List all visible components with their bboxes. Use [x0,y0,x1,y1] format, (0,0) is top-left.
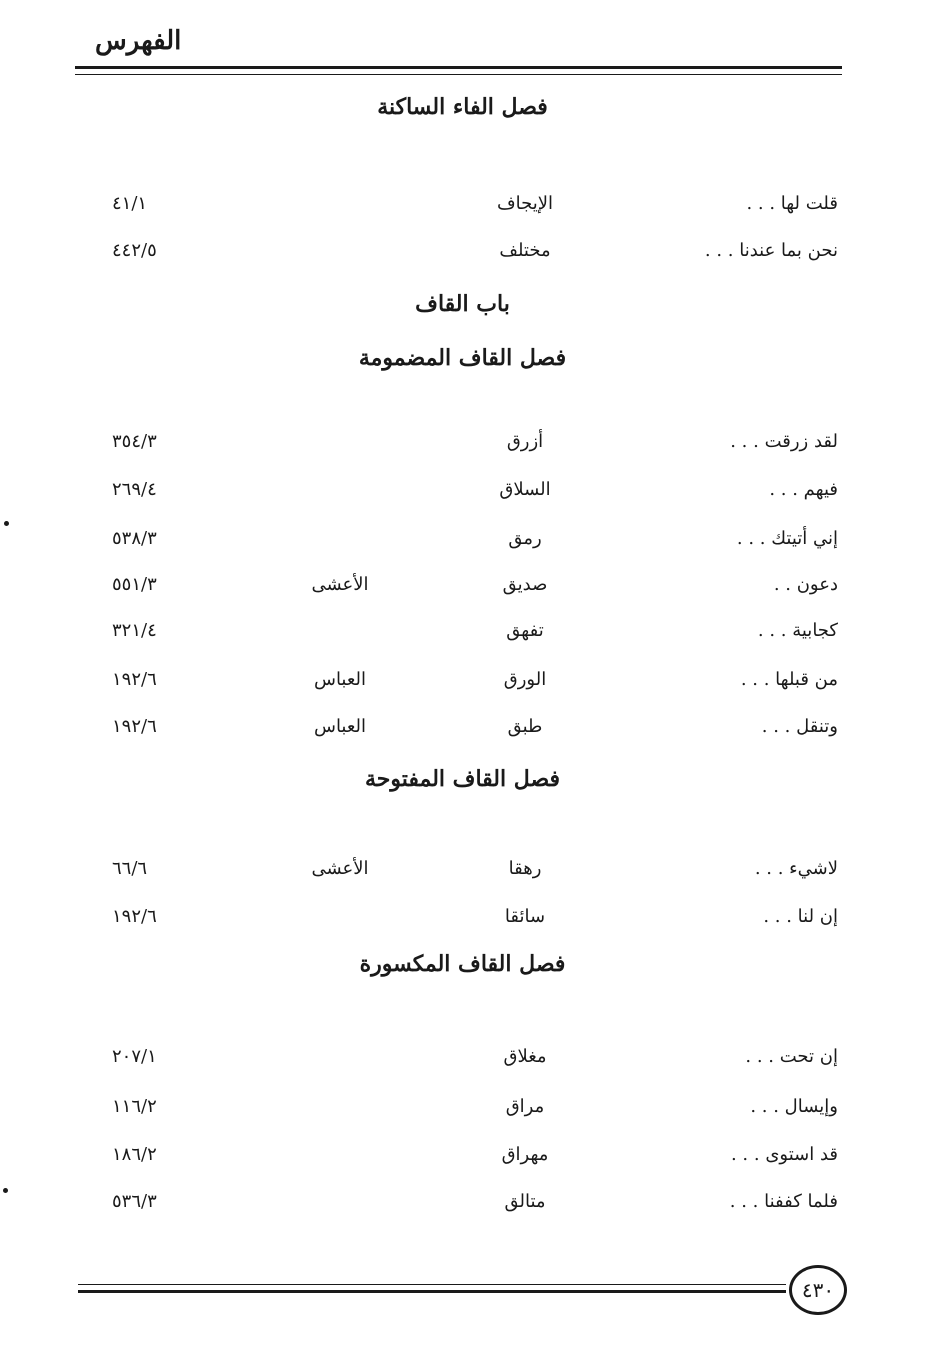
reference: ٣٥٤/٣ [112,431,157,452]
index-row [0,1191,925,1221]
first-words: إني أتيتك . . . [736,528,838,549]
reference: ١٩٢/٦ [112,716,157,737]
rhyme-word: مغلاق [503,1046,547,1067]
poet-name: العباس [313,716,367,737]
first-words: من قبلها . . . [740,669,838,690]
first-words: دعون . . [773,574,838,595]
reference: ٥٣٦/٣ [112,1191,157,1212]
page-number: ٤٣٠ [789,1265,847,1315]
header-rule [75,66,842,75]
first-words: فلما كففنا . . . [729,1191,838,1212]
index-row [0,906,925,936]
reference: ٥٣٨/٣ [112,528,157,549]
section-heading: فصل القاف المكسورة [359,951,566,977]
index-row [0,1046,925,1076]
first-words: وإيسال . . . [750,1096,838,1117]
reference: ١٩٢/٦ [112,669,157,690]
reference: ٥٥١/٣ [112,574,157,595]
first-words: وتنقل . . . [761,716,838,737]
rhyme-word: رهقا [508,858,542,879]
poet-name: الأعشى [311,858,369,879]
rhyme-word: متالق [504,1191,546,1212]
index-row [0,528,925,558]
footer-rule [78,1284,786,1293]
rhyme-word: تفهق [506,620,544,641]
first-words: قلت لها . . . [746,193,838,214]
reference: ١٩٢/٦ [112,906,157,927]
index-row [0,193,925,223]
rhyme-word: رمق [508,528,542,549]
rhyme-word: السلاق [499,479,551,500]
reference: ١١٦/٢ [112,1096,157,1117]
index-row [0,574,925,604]
index-row [0,479,925,509]
first-words: كجابية . . . [757,620,838,641]
poet-name: الأعشى [311,574,369,595]
index-row [0,1144,925,1174]
index-row [0,716,925,746]
first-words: لاشيء . . . [754,858,838,879]
reference: ٤٤٢/٥ [112,240,157,261]
index-row [0,620,925,650]
page-title: الفهرس [95,26,182,56]
index-row [0,1096,925,1126]
reference: ٢٦٩/٤ [112,479,157,500]
first-words: لقد زرقت . . . [730,431,838,452]
rhyme-word: طبق [507,716,543,737]
first-words: إن تحت . . . [745,1046,838,1067]
poet-name: العباس [313,669,367,690]
index-row [0,858,925,888]
rhyme-word: سائقا [504,906,546,927]
reference: ٤١/١ [112,193,148,214]
reference: ٦٦/٦ [112,858,148,879]
index-row [0,431,925,461]
section-heading: فصل الفاء الساكنة [377,94,548,120]
reference: ٢٠٧/١ [112,1046,157,1067]
section-heading: فصل القاف المفتوحة [364,766,561,792]
rhyme-word: صديق [502,574,548,595]
reference: ٣٢١/٤ [112,620,157,641]
first-words: قد استوى . . . [730,1144,838,1165]
first-words: فيهم . . . [769,479,838,500]
section-heading: فصل القاف المضمومة [358,345,567,371]
index-row [0,240,925,270]
chapter-heading: باب القاف [415,291,510,317]
first-words: إن لنا . . . [763,906,838,927]
index-row [0,669,925,699]
scan-speck [3,1188,8,1193]
rhyme-word: الورق [503,669,547,690]
reference: ١٨٦/٢ [112,1144,157,1165]
rhyme-word: مختلف [499,240,551,261]
scan-speck [4,521,9,526]
rhyme-word: مراق [505,1096,545,1117]
rhyme-word: مهراق [501,1144,549,1165]
rhyme-word: أزرق [506,431,544,452]
rhyme-word: الإيجاف [496,193,554,214]
first-words: نحن بما عندنا . . . [704,240,838,261]
